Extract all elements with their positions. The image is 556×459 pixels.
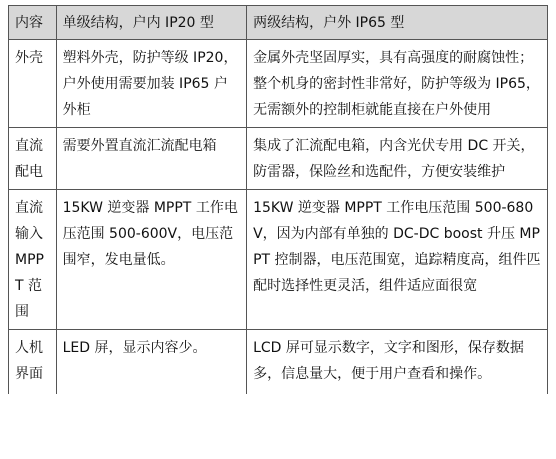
- header-single-level: 单级结构，户内 IP20 型: [56, 6, 246, 40]
- single-level-cell: 塑料外壳，防护等级 IP20，户外使用需要加装 IP65 户外柜: [56, 40, 246, 128]
- row-label: 人机界面: [9, 330, 57, 395]
- row-label: 外壳: [9, 40, 57, 128]
- two-level-cell-text: LCD 屏可显示数字，文字和图形，保存数据多，信息量大，便于用户查看和操作。: [253, 340, 524, 382]
- two-level-cell: 15KW 逆变器 MPPT 工作电压范围 500-680V，因为内部有单独的 DC-DC boost 升压 MPPT 控制器，电压范围宽，追踪精度高，组件匹配时选择性更灵活，组件适应面很宽: [247, 190, 548, 330]
- row-label: 直流配电: [9, 128, 57, 190]
- table-row: [9, 128, 548, 190]
- comparison-table: [8, 5, 548, 394]
- table-row: [9, 330, 548, 395]
- two-level-cell: 集成了汇流配电箱，内含光伏专用 DC 开关，防雷器，保险丝和选配件，方便安装维护: [247, 128, 548, 190]
- single-level-cell: 15KW 逆变器 MPPT 工作电压范围 500-600V，电压范围窄，发电量低。: [56, 190, 246, 330]
- single-level-cell: 需要外置直流汇流配电箱: [56, 128, 246, 190]
- header-content: 内容: [9, 6, 57, 40]
- row-label: 直流输入 MPPT 范围: [9, 190, 57, 330]
- table-row: [9, 190, 548, 330]
- single-level-cell: LED 屏，显示内容少。: [56, 330, 246, 395]
- header-two-level: 两级结构，户外 IP65 型: [247, 6, 548, 40]
- header-row: [9, 6, 548, 40]
- two-level-cell: [247, 330, 548, 395]
- table-row: [9, 40, 548, 128]
- two-level-cell: 金属外壳坚固厚实，具有高强度的耐腐蚀性；整个机身的密封性非常好，防护等级为 IP65，无需额外的控制柜就能直接在户外使用: [247, 40, 548, 128]
